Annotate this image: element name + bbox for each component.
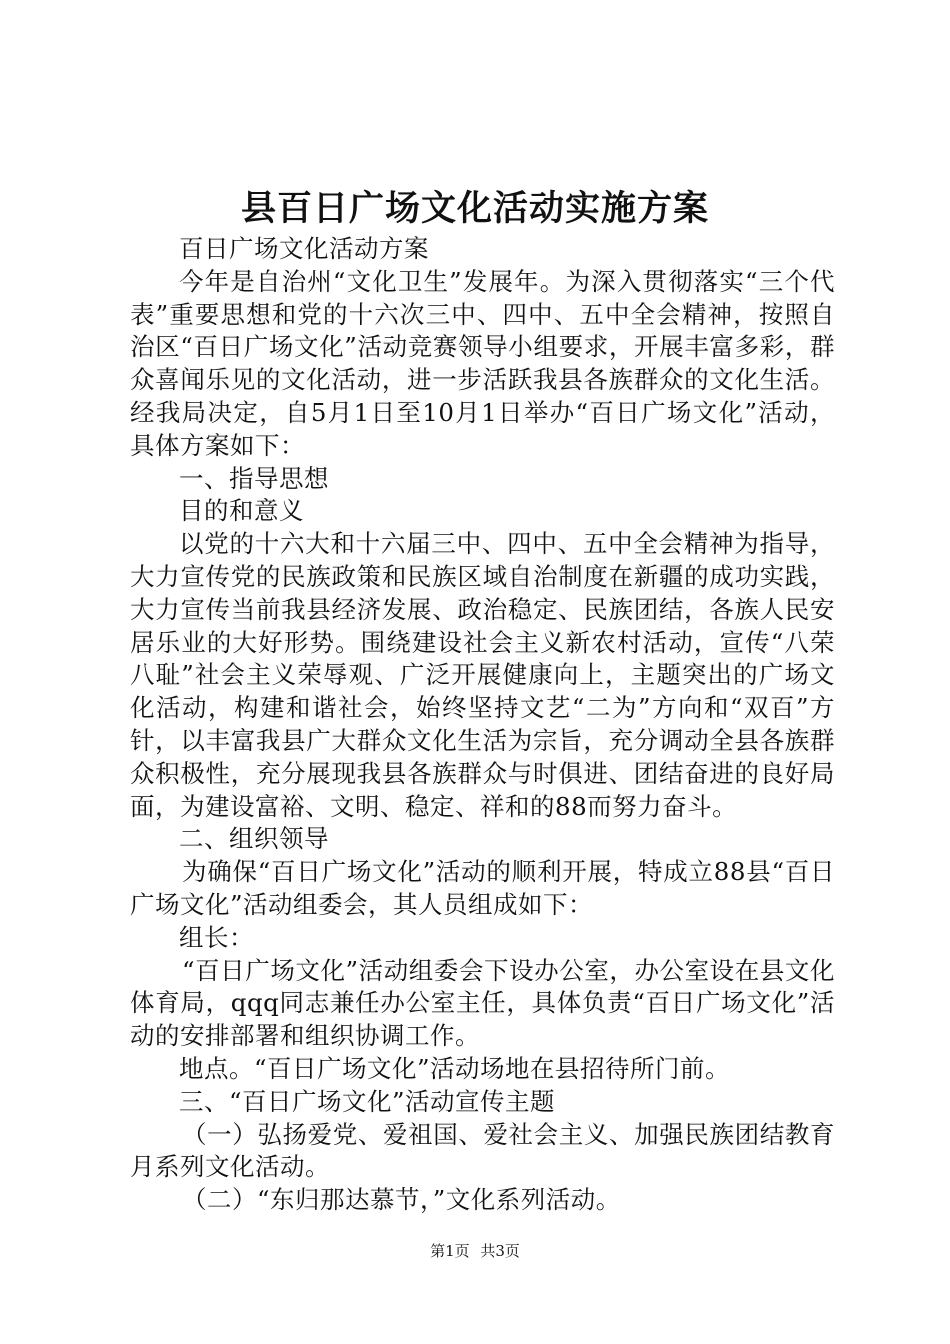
page-total: 共3页 xyxy=(480,1242,520,1260)
page-number: 第1页 xyxy=(430,1242,470,1260)
theme-item-2: （二）“东归那达慕节，”文化系列活动。 xyxy=(182,1185,621,1215)
page-footer xyxy=(0,1241,950,1261)
section-heading-guiding-thought: 一、指导思想 xyxy=(179,463,329,493)
theme-item-1: （一）弘扬爱党、爱祖国、爱社会主义、加强民族团结教育月系列文化活动。 xyxy=(130,1119,835,1182)
document-body xyxy=(130,233,835,1217)
document-title: 县百日广场文化活动实施方案 xyxy=(240,188,709,229)
section-heading-themes: 三、“百日广场文化”活动宣传主题 xyxy=(179,1086,556,1116)
office-paragraph: “百日广场文化”活动组委会下设办公室，办公室设在县文化体育局，qqq同志兼任办公室主任，具体负责“百日广场文化”活动的安排部署和组织协调工作。 xyxy=(130,955,835,1051)
intro-paragraph: 今年是自治州“文化卫生”发展年。为深入贯彻落实“三个代表”重要思想和党的十六次三中、四中、五中全会精神，按照自治区“百日广场文化”活动竞赛领导小组要求，开展丰富多彩，群众喜闻乐见的文化活动，进一步活跃我县各族群众的文化生活。经我局决定，自5月1日至10月1日举办“百日广场文化”活动，具体方案如下： xyxy=(130,266,835,460)
purpose-paragraph: 以党的十六大和十六届三中、四中、五中全会精神为指导，大力宣传党的民族政策和民族区域自治制度在新疆的成功实践，大力宣传当前我县经济发展、政治稳定、民族团结，各族人民安居乐业的大好形势。围绕建设社会主义新农村活动，宣传“八荣八耻”社会主义荣辱观、广泛开展健康向上，主题突出的广场文化活动，构建和谐社会，始终坚持文艺“二为”方向和“双百”方针，以丰富我县广大群众文化生活为宗旨，充分调动全县各族群众积极性，充分展现我县各族群众与时俱进、团结奋进的良好局面，为建设富裕、文明、稳定、祥和的88而努力奋斗。 xyxy=(130,529,835,821)
section-heading-organization: 二、组织领导 xyxy=(179,824,329,854)
organization-paragraph: 为确保“百日广场文化”活动的顺利开展，特成立88县“百日广场文化”活动组委会，其人员组成如下： xyxy=(130,857,835,919)
leader-line: 组长： xyxy=(179,922,254,952)
location-paragraph: 地点。“百日广场文化”活动场地在县招待所门前。 xyxy=(179,1053,731,1083)
subheading-purpose: 目的和意义 xyxy=(179,496,304,526)
subtitle-paragraph: 百日广场文化活动方案 xyxy=(179,234,429,263)
